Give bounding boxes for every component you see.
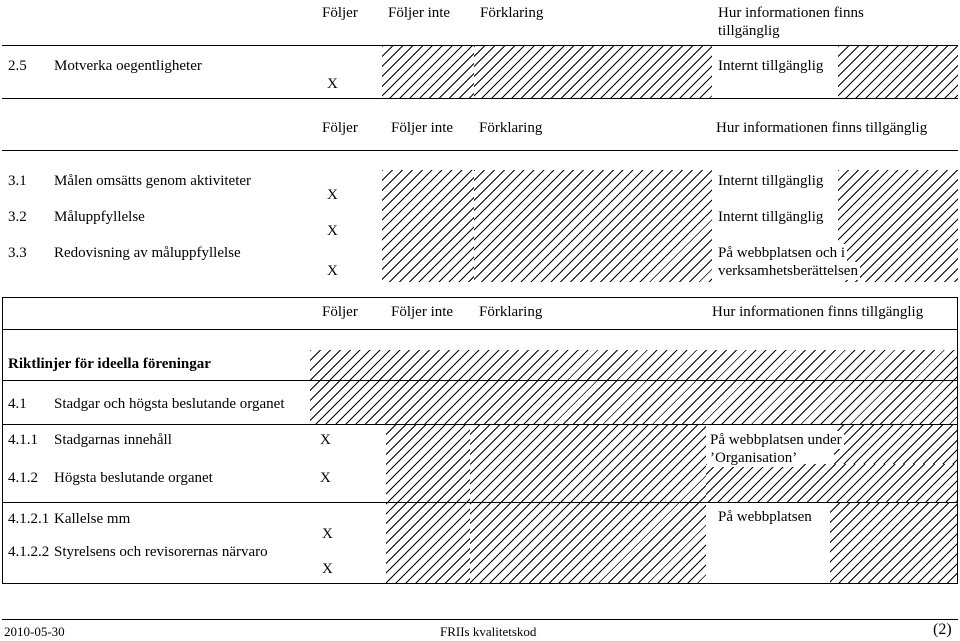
row-label: Motverka oegentligheter	[54, 58, 202, 74]
row-label: Målen omsätts genom aktiviteter	[54, 173, 252, 189]
hatch-col-foljer-inte	[382, 46, 474, 98]
header-foljer-inte: Följer inte	[391, 120, 454, 136]
header-forklaring: Förklaring	[480, 5, 544, 21]
section-heading: Riktlinjer för ideella föreningar	[8, 356, 211, 372]
footer-title: FRIIs kvalitetskod	[440, 624, 537, 639]
row-number: 3.1	[8, 173, 27, 189]
hatch-col-info	[838, 46, 958, 98]
hatch-header-band	[310, 350, 957, 380]
row-label: Stadgarnas innehåll	[54, 432, 172, 448]
header-info: Hur informationen finns tillgänglig	[712, 304, 924, 320]
foljer-mark: X	[327, 263, 338, 279]
row-number: 4.1	[8, 396, 27, 412]
table-border	[2, 297, 3, 584]
foljer-mark: X	[327, 76, 338, 92]
header-foljer-inte: Följer inte	[391, 304, 454, 320]
info-text: Internt tillgänglig	[718, 173, 824, 189]
table-border	[2, 583, 958, 584]
row-label: Kallelse mm	[54, 511, 131, 527]
hatch-info-lower	[706, 464, 957, 502]
divider	[2, 150, 958, 151]
hatch-info-bottom	[830, 502, 957, 583]
divider	[2, 502, 958, 503]
row-number: 4.1.1	[8, 432, 38, 448]
info-text-line2: verksamhetsberättelsen	[718, 263, 858, 279]
info-text-line1: På webbplatsen och i	[718, 245, 846, 261]
hatch-info-mid	[834, 424, 957, 464]
info-text: Internt tillgänglig	[718, 58, 824, 74]
hatch-col-forklaring	[474, 46, 712, 98]
foljer-mark: X	[320, 470, 331, 486]
divider	[2, 380, 958, 381]
header-foljer-inte: Följer inte	[388, 5, 451, 21]
foljer-mark: X	[327, 187, 338, 203]
page-number: (2)	[933, 621, 952, 638]
header-info-line2: tillgänglig	[718, 23, 780, 39]
row-label: Högsta beslutande organet	[54, 470, 213, 486]
header-foljer: Följer	[322, 120, 358, 136]
table-border	[2, 297, 958, 298]
row-label: Måluppfyllelse	[54, 209, 145, 225]
row-number: 3.3	[8, 245, 27, 261]
row-number: 4.1.2	[8, 470, 38, 486]
hatch-foljer-inte	[386, 424, 470, 583]
row-number: 2.5	[8, 58, 27, 74]
header-info: Hur informationen finns tillgänglig	[716, 120, 928, 136]
info-text-line2: ’Organisation’	[710, 450, 798, 466]
table-border	[2, 98, 958, 99]
divider	[2, 45, 958, 46]
foljer-mark: X	[327, 223, 338, 239]
row-label: Redovisning av måluppfyllelse	[54, 245, 241, 261]
header-forklaring: Förklaring	[479, 120, 543, 136]
header-foljer: Följer	[322, 304, 358, 320]
footer-rule	[2, 619, 958, 620]
hatch-col-foljer-inte	[382, 170, 474, 282]
hatch-forklaring	[470, 424, 706, 583]
row-number: 4.1.2.2	[8, 544, 50, 560]
info-text: Internt tillgänglig	[718, 209, 824, 225]
header-info-line1: Hur informationen finns	[718, 5, 864, 21]
divider	[2, 329, 958, 330]
header-forklaring: Förklaring	[479, 304, 543, 320]
header-foljer: Följer	[322, 5, 358, 21]
row-number: 3.2	[8, 209, 27, 225]
info-text-line1: På webbplatsen under	[710, 432, 842, 448]
footer-date: 2010-05-30	[4, 624, 65, 639]
row-label: Stadgar och högsta beslutande organet	[54, 396, 285, 412]
hatch-col-forklaring	[474, 170, 712, 282]
table-border	[957, 297, 958, 584]
divider	[2, 424, 958, 425]
info-text: På webbplatsen	[718, 509, 812, 525]
row-label: Styrelsens och revisorernas närvaro	[54, 544, 268, 560]
hatch-row-4-1	[310, 380, 957, 424]
foljer-mark: X	[320, 432, 331, 448]
row-number: 4.1.2.1	[8, 511, 50, 527]
foljer-mark: X	[322, 561, 333, 577]
foljer-mark: X	[322, 526, 333, 542]
